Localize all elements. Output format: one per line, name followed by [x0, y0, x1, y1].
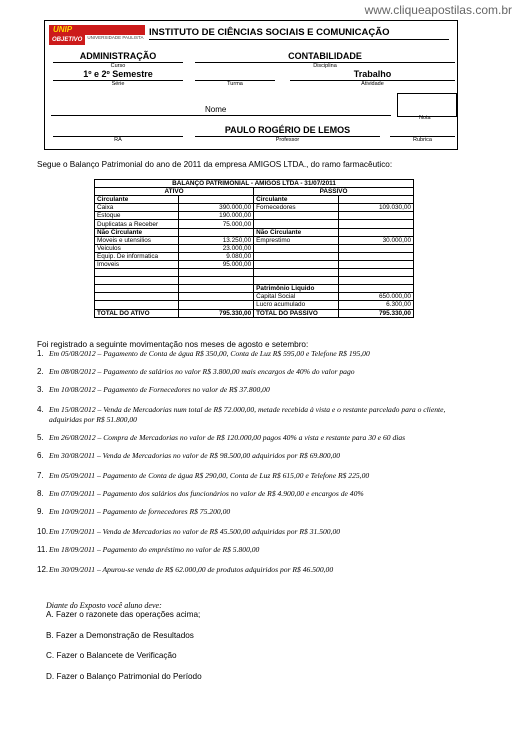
ativo-value: 190.000,00: [179, 212, 254, 220]
movement-item: [37, 433, 477, 443]
unip-logo: UNIP OBJETIVO UNIVERSIDADE PAULISTA: [49, 25, 145, 45]
nota-box: [397, 93, 457, 117]
ativo-label: Circulante: [95, 196, 179, 204]
balance-row: [95, 260, 414, 268]
passivo-label: [254, 260, 339, 268]
passivo-value: [339, 228, 414, 236]
institute-title: INSTITUTO DE CIÊNCIAS SOCIAIS E COMUNICAÇÃO: [149, 27, 449, 40]
passivo-label: Lucro acumulado: [254, 301, 339, 309]
movement-text: Em 26/08/2012 – Compra de Mercadorias no valor de R$ 120.000,00 pagos 40% a vista e restante para 30 e 60 dias: [49, 433, 406, 442]
ativo-label: Não Circulante: [95, 228, 179, 236]
movement-item: [37, 385, 477, 395]
passivo-value: [339, 269, 414, 277]
ativo-label: Equip. De informatica: [95, 252, 179, 260]
professor-field: PAULO ROGÉRIO DE LEMOS Professor: [195, 125, 380, 144]
movement-number: 10.: [37, 527, 49, 536]
passivo-label: Emprestimo: [254, 236, 339, 244]
balance-row: [95, 204, 414, 212]
movement-text: Em 18/09/2011 – Pagamento do empréstimo no valor de R$ 5.800,00: [49, 545, 260, 554]
passivo-value: [339, 244, 414, 252]
passivo-label: [254, 212, 339, 220]
passivo-value: [339, 220, 414, 228]
serie-field: 1º e 2º Semestre Série: [53, 69, 183, 88]
movement-text: Em 07/09/2011 – Pagamento dos salários dos funcionários no valor de R$ 4.900,00 e encargos de 40%: [49, 489, 364, 498]
passivo-value: 6.300,00: [339, 301, 414, 309]
balance-row: [95, 244, 414, 252]
movement-number: 3.: [37, 385, 44, 394]
balance-row: [95, 285, 414, 293]
movement-item: [37, 367, 477, 377]
movement-item: [37, 565, 477, 575]
passivo-value: 795.330,00: [339, 309, 414, 317]
ativo-value: [179, 285, 254, 293]
task-item: D. Fazer o Balanço Patrimonial do Período: [46, 671, 202, 681]
movement-text: Em 15/08/2012 – Venda de Mercadorias num total de R$ 72.000,00, metade recebida à vista e o restante parcelado para o cliente, adquiridas por R$ 51.800,00: [49, 405, 446, 424]
movement-text: Em 10/08/2012 – Pagamento de Fornecedores no valor de R$ 37.800,00: [49, 385, 270, 394]
movement-number: 6.: [37, 451, 44, 460]
ativo-header: ATIVO: [95, 188, 254, 196]
task-list: [46, 610, 202, 692]
passivo-label: [254, 277, 339, 285]
passivo-label: Patrimônio Liquido: [254, 285, 339, 293]
passivo-label: Não Circulante: [254, 228, 339, 236]
header-box: [44, 20, 458, 150]
passivo-value: [339, 196, 414, 204]
movement-number: 1.: [37, 349, 44, 358]
passivo-value: [339, 212, 414, 220]
passivo-label: Capital Social: [254, 293, 339, 301]
movement-number: 7.: [37, 471, 44, 480]
ativo-value: [179, 277, 254, 285]
movement-item: [37, 405, 477, 425]
movements-intro: Foi registrado a seguinte movimentação nos meses de agosto e setembro:: [37, 340, 309, 349]
movement-item: [37, 451, 477, 461]
curso-field: ADMINISTRAÇÃO Curso: [53, 51, 183, 70]
balance-row: [95, 293, 414, 301]
movement-item: [37, 489, 477, 499]
balance-table: [94, 179, 414, 318]
passivo-value: 109.030,00: [339, 204, 414, 212]
movement-text: Em 08/08/2012 – Pagamento de salários no valor R$ 3.800,00 mais encargos de 40% do valor pago: [49, 367, 355, 376]
disciplina-field: CONTABILIDADE Disciplina: [195, 51, 455, 70]
movement-item: [37, 349, 477, 359]
movement-text: Em 05/09/2011 – Pagamento de Conta de água R$ 290,00, Conta de Luz R$ 615,00 e Telefone R$ 225,00: [49, 471, 370, 480]
balance-row: [95, 228, 414, 236]
ra-field: RA: [53, 125, 183, 144]
nota-label: Nota: [419, 115, 431, 121]
ativo-value: 390.000,00: [179, 204, 254, 212]
ativo-label: TOTAL DO ATIVO: [95, 309, 179, 317]
movement-text: Em 30/08/2011 – Venda de Mercadorias no valor de R$ 98.500,00 adquiridos por R$ 69.800,00: [49, 451, 341, 460]
balance-title: BALANÇO PATRIMONIAL - AMIGOS LTDA - 31/07/2011: [95, 180, 414, 188]
movement-item: [37, 507, 477, 517]
ativo-label: [95, 293, 179, 301]
movement-number: 12.: [37, 565, 49, 574]
balance-row: [95, 236, 414, 244]
passivo-label: [254, 252, 339, 260]
movement-text: Em 17/09/2011 – Venda de Mercadorias no valor de R$ 45.500,00 adquiridas por R$ 31.500,00: [49, 527, 341, 536]
balance-row: [95, 301, 414, 309]
movement-number: 2.: [37, 367, 44, 376]
ativo-value: 23.000,00: [179, 244, 254, 252]
ativo-label: Veiculos: [95, 244, 179, 252]
movement-text: Em 30/09/2011 – Apurou-se venda de R$ 62.000,00 de produtos adquiridos por R$ 46.500,00: [49, 565, 334, 574]
balance-row: [95, 196, 414, 204]
balance-row: [95, 252, 414, 260]
ativo-value: 13.250,00: [179, 236, 254, 244]
passivo-label: [254, 244, 339, 252]
passivo-value: 650.000,00: [339, 293, 414, 301]
ativo-label: [95, 277, 179, 285]
passivo-header: PASSIVO: [254, 188, 414, 196]
passivo-label: TOTAL DO PASSIVO: [254, 309, 339, 317]
passivo-label: Circulante: [254, 196, 339, 204]
passivo-value: [339, 285, 414, 293]
movement-number: 8.: [37, 489, 44, 498]
ativo-value: 75.000,00: [179, 220, 254, 228]
watermark-url: www.cliqueapostilas.com.br: [364, 3, 512, 17]
movement-text: Em 05/08/2012 – Pagamento de Conta de água R$ 350,00, Conta de Luz R$ 595,00 e Telefone R$ 195,00: [49, 349, 370, 358]
turma-field: Turma: [195, 69, 275, 88]
ativo-label: Duplicatas a Receber: [95, 220, 179, 228]
ativo-value: 9.080,00: [179, 252, 254, 260]
ativo-label: Imoveis: [95, 260, 179, 268]
movements-list: [37, 349, 477, 575]
balance-row: [95, 309, 414, 317]
balance-row: [95, 212, 414, 220]
balance-row: [95, 220, 414, 228]
ativo-label: Estoque: [95, 212, 179, 220]
instructions-heading: Diante do Exposto você aluno deve:: [46, 601, 162, 610]
ativo-value: 795.330,00: [179, 309, 254, 317]
ativo-label: [95, 301, 179, 309]
passivo-value: [339, 252, 414, 260]
passivo-value: [339, 277, 414, 285]
ativo-value: [179, 293, 254, 301]
nome-label: Nome: [205, 105, 227, 114]
movement-item: [37, 545, 477, 555]
passivo-label: Fornecedores: [254, 204, 339, 212]
task-item: B. Fazer a Demonstração de Resultados: [46, 630, 194, 640]
passivo-label: [254, 269, 339, 277]
balance-row: [95, 277, 414, 285]
ativo-value: [179, 301, 254, 309]
ativo-value: [179, 269, 254, 277]
ativo-label: Moveis e utensilios: [95, 236, 179, 244]
nome-line: [51, 115, 391, 116]
movement-text: Em 10/09/2011 – Pagamento de fornecedores R$ 75.200,00: [49, 507, 231, 516]
atividade-field: Trabalho Atividade: [290, 69, 455, 88]
task-item: A. Fazer o razonete das operações acima;: [46, 610, 201, 619]
ativo-value: [179, 228, 254, 236]
passivo-label: [254, 220, 339, 228]
task-item: C. Fazer o Balancete de Verificação: [46, 651, 177, 660]
ativo-label: [95, 285, 179, 293]
movement-number: 11.: [37, 545, 48, 554]
passivo-value: [339, 260, 414, 268]
movement-item: [37, 471, 477, 481]
ativo-value: 95.000,00: [179, 260, 254, 268]
movement-item: [37, 527, 477, 537]
movement-number: 4.: [37, 405, 44, 414]
balance-row: [95, 269, 414, 277]
rubrica-field: Rubrica: [390, 125, 455, 144]
movement-number: 5.: [37, 433, 44, 442]
passivo-value: 30.000,00: [339, 236, 414, 244]
intro-text: Segue o Balanço Patrimonial do ano de 2011 da empresa AMIGOS LTDA., do ramo farmacêutico:: [37, 160, 393, 169]
movement-number: 9.: [37, 507, 44, 516]
ativo-label: [95, 269, 179, 277]
ativo-label: Caixa: [95, 204, 179, 212]
ativo-value: [179, 196, 254, 204]
